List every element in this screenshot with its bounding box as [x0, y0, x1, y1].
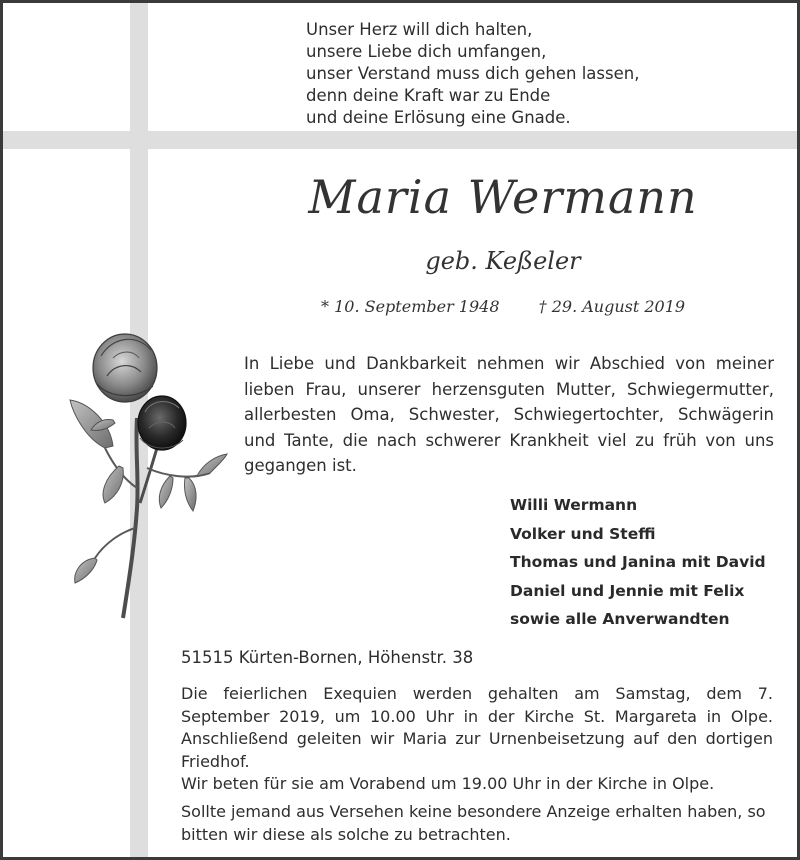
birth-name: geb. Keßeler: [425, 247, 581, 275]
family-member: sowie alle Anverwandten: [510, 610, 730, 628]
family-member: Willi Wermann: [510, 496, 638, 514]
poem-line: Unser Herz will dich halten,: [306, 20, 533, 39]
farewell-message: In Liebe und Dankbarkeit nehmen wir Abschied von meiner lieben Frau, unserer herzensguten Mutter, Schwiegermutter, allerbesten Oma, Schwester, Schwiegertochter, Schwägerin und Tante, die nach schwerer Krankheit viel zu früh von uns gegangen ist.: [244, 354, 774, 475]
life-dates: [321, 297, 685, 316]
rose-icon: [65, 328, 230, 628]
poem-line: unsere Liebe dich umfangen,: [306, 42, 547, 61]
family-member: Daniel und Jennie mit Felix: [510, 581, 745, 600]
family-member: Volker und Steffi: [510, 524, 656, 543]
deceased-name: Maria Wermann: [308, 170, 698, 224]
funeral-service-text: Die feierlichen Exequien werden gehalten am Samstag, dem 7. September 2019, um 10.00 Uhr in der Kirche St. Margareta in Olpe. Anschließend geleiten wir Maria zur Urnenbeisetzung auf den dortigen Friedhof.: [181, 684, 773, 771]
cross-horizontal-bar: [3, 131, 797, 149]
notice-text: Sollte jemand aus Versehen keine besondere Anzeige erhalten haben, so bitten wir diese als solche zu betrachten.: [181, 802, 766, 844]
poem: [306, 19, 706, 129]
death-date: † 29. August 2019: [538, 297, 686, 316]
address: 51515 Kürten-Bornen, Höhenstr. 38: [181, 648, 474, 667]
family-list: [510, 491, 766, 634]
vigil-text: Wir beten für sie am Vorabend um 19.00 Uhr in der Kirche in Olpe.: [181, 774, 715, 793]
family-member: Thomas und Janina mit David: [510, 553, 766, 571]
poem-line: denn deine Kraft war zu Ende: [306, 86, 551, 105]
birth-date: * 10. September 1948: [321, 297, 500, 316]
funeral-info: [181, 683, 773, 796]
poem-line: und deine Erlösung eine Gnade.: [306, 108, 571, 127]
poem-line: unser Verstand muss dich gehen lassen,: [306, 64, 640, 83]
